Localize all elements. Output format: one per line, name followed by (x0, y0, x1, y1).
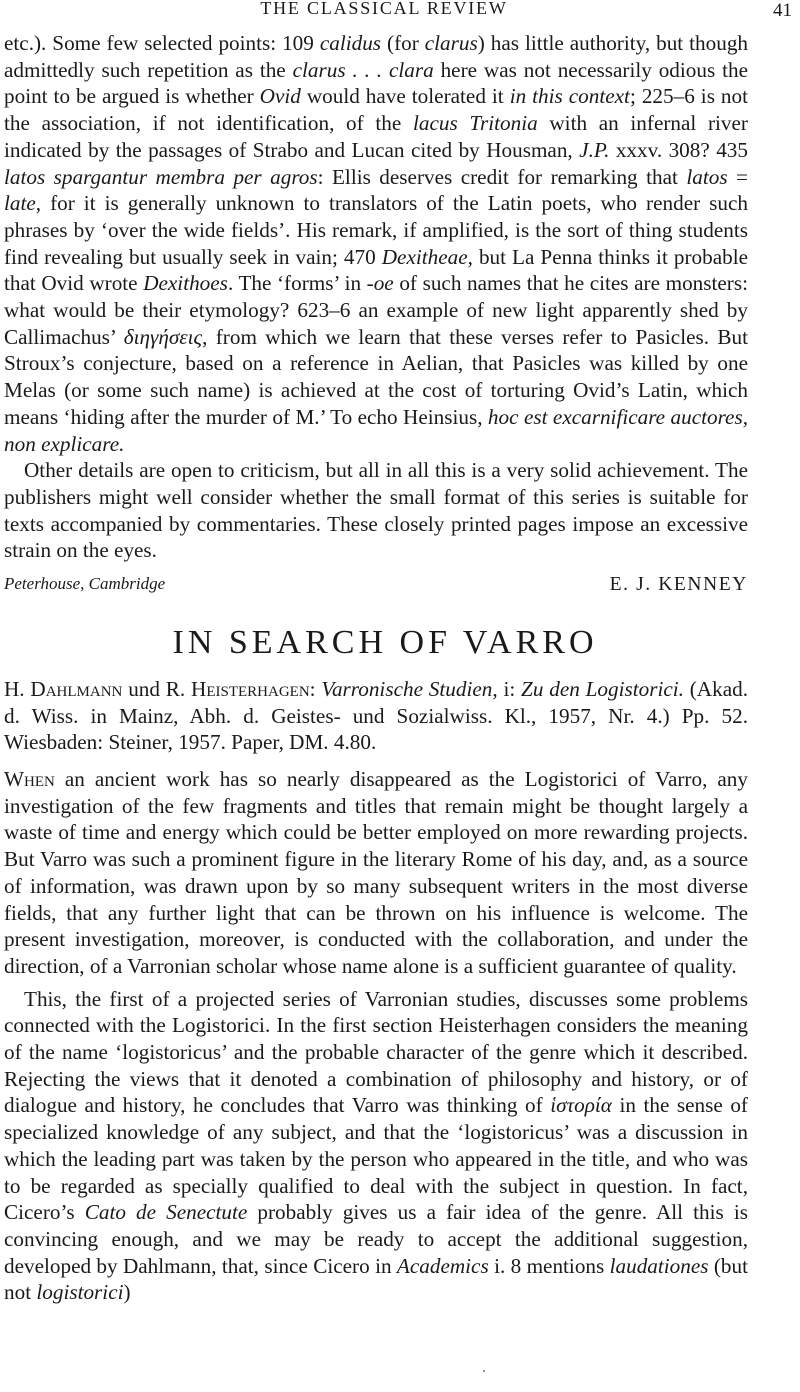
text-run: of such names that he cites are monsters: what would be their etymology? 623–6 an example of new light apparently shed by Callimachus’ (4, 271, 748, 349)
text-run: ) (123, 1280, 131, 1305)
greek-run: διηγήσεις (123, 324, 203, 349)
book-title: Varronische Studien (321, 677, 493, 701)
italic-run: latos (686, 164, 728, 189)
text-run: This, the first of a projected series of Varronian studies, discusses some problems connected with the Logistorici. In the first section Heisterhagen considers the meaning of the name ‘logistoricus’ and the probable character of the genre which it described. Rejecting the views that it denoted a combination of philosophy and history, or of dialogue and history, he concludes that Varro was thinking of (4, 986, 748, 1118)
text-run: , from which we learn that these verses refer to Pasicles. But Stroux’s conjecture, based on a reference in Aelian, that Pasicles was killed by one Melas (or some such name) is achieved at the cost of torturing Ovid’s Latin, which means ‘hiding after the murder of M.’ To echo Heinsius, (4, 324, 748, 429)
page-header (0, 0, 800, 20)
text-run: ; 225–6 is not the association, if not identification, of the (4, 84, 749, 136)
text-run: with an infernal river indicated by the passages of Strabo and Lucan cited by Housman, (4, 111, 748, 162)
italic-run: laudationes (609, 1253, 709, 1278)
text-run: (Akad. d. Wiss. in Mainz, Abh. d. Geistes- und Sozialwiss. Kl., 1957, Nr. 4.) Pp. 52. Wiesbaden: Steiner, 1957. Paper, DM. 4.80. (4, 677, 748, 755)
signature-place: Peterhouse, Cambridge (4, 574, 166, 593)
text-run: H. (4, 677, 31, 701)
italic-run: latos spargantur membra per agros (4, 164, 318, 189)
italic-run: clarus . . . clara (292, 57, 434, 82)
greek-run: ἱστορία (550, 1093, 612, 1118)
signature-author: E. J. KENNEY (609, 574, 748, 595)
text-run: : (309, 677, 322, 701)
text-run: . The ‘forms’ in (227, 271, 367, 296)
italic-run: Academics (396, 1253, 489, 1278)
review1-signature (4, 574, 748, 600)
running-title: THE CLASSICAL REVIEW (260, 0, 508, 18)
text-run: und R. (122, 677, 192, 701)
italic-run: lacus Tritonia (412, 111, 538, 136)
author-name: Heisterhagen (191, 677, 310, 701)
italic-run: in this context (509, 84, 630, 109)
text-run: ) has little authority, but though admittedly such repetition as the (4, 31, 749, 82)
review2-paragraph-1 (4, 766, 748, 980)
review2-title: IN SEARCH OF VARRO (172, 624, 598, 661)
italic-run: Cato de Senectute (84, 1200, 248, 1225)
text-run: i. 8 mentions (488, 1253, 610, 1278)
text-run: here was not necessarily odious the point to be argued is whether (4, 57, 748, 109)
page-number: 41 (773, 0, 792, 21)
italic-run: logistorici (36, 1280, 124, 1305)
text-run: (for (381, 31, 425, 55)
text-run: xxxv. 308? 435 (609, 137, 748, 162)
review2-body (4, 766, 748, 1306)
text-run: , but La Penna thinks it probable that Ovid wrote (4, 244, 748, 296)
text-run: would have tolerated it (300, 84, 510, 109)
italic-run: Dexitheae (381, 244, 468, 269)
italic-run: calidus (319, 31, 382, 55)
italic-run: hoc est excarnificare auctores, non explicare. (4, 404, 748, 456)
book-citation (4, 676, 748, 756)
print-speck (483, 1370, 485, 1372)
review1-paragraph-2: Other details are open to criticism, but all in all this is a very solid achievement. The publishers might well consider whether the small format of this series is suitable for texts accompanied by commentaries. These closely printed pages impose an excessive strain on the eyes. (4, 458, 748, 563)
text-run: = (727, 164, 748, 189)
text-run: an ancient work has so nearly disappeared as the Logistorici of Varro, any investigation of the few fragments and titles that remain might be thought largely a waste of time and energy which could be better employed on more rewarding projects. But Varro was such a prominent figure in the literary Rome of his day, and, as a source of information, was drawn upon by so many subsequent writers in the most diverse fields, that any further light that can be thrown on his influence is welcome. The present investigation, moreover, is conducted with the collaboration, and under the direction, of a Varronian scholar whose name alone is a sufficient guarantee of quality. (4, 767, 748, 978)
italic-run: Ovid (259, 84, 301, 109)
text-run: : Ellis deserves credit for remarking that (317, 164, 687, 189)
italic-run: Dexithoes (143, 271, 228, 296)
text-run: etc.). Some few selected points: 109 (4, 31, 320, 55)
italic-run: -oe (366, 271, 394, 296)
book-subtitle: Zu den Logistorici. (521, 677, 684, 701)
text-run: probably gives us a fair idea of the genre. All this is convincing enough, and we may be ready to accept the additional suggestion, developed by Dahlmann, that, since Cicero in (4, 1200, 748, 1278)
italic-run: clarus (424, 31, 478, 55)
review1-body (4, 30, 748, 564)
author-name: Dahlmann (30, 677, 123, 701)
review2-book-citation (4, 676, 748, 756)
text-run: , i: (492, 677, 522, 701)
review2-paragraph-2 (4, 986, 748, 1306)
text-run: , for it is generally unknown to translators of the Latin poets, who render such phrases by ‘over the wide fields’. His remark, if amplified, is the sort of thing students find revealing but usually seek in vain; 470 (4, 191, 748, 269)
text-run: (but not (4, 1253, 748, 1305)
review1-paragraph-1 (4, 30, 748, 457)
lead-word: When (4, 767, 55, 791)
italic-run: J.P. (579, 137, 610, 162)
text-run: in the sense of specialized knowledge of any subject, and that the ‘logistoricus’ was a discussion in which the leading part was taken by the person who appeared in the title, and who was to be regarded as specially qualified to deal with the subject in question. In fact, Cicero’s (4, 1093, 748, 1225)
italic-run: late (4, 191, 36, 216)
